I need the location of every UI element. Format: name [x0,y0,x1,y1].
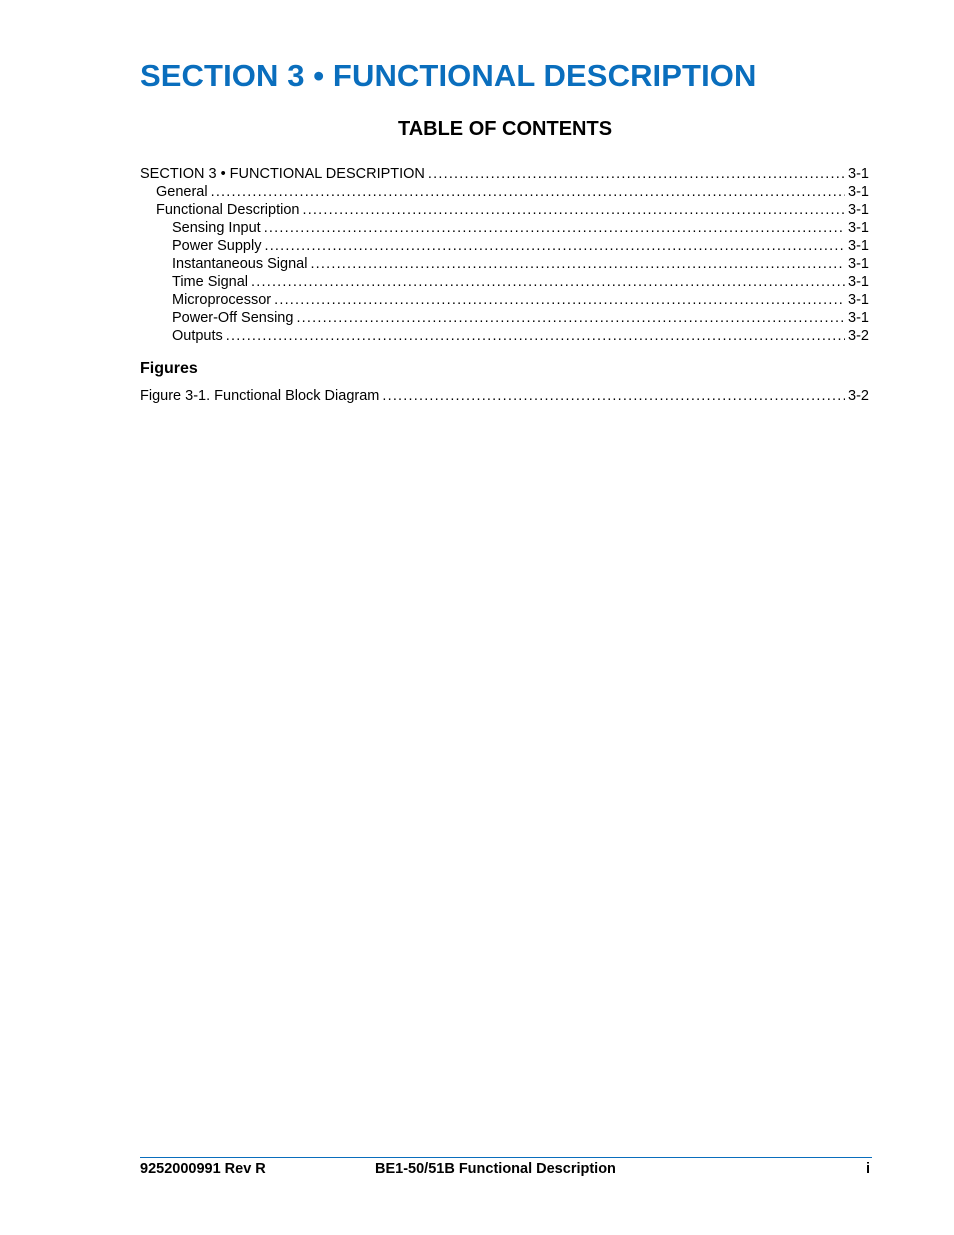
toc-heading: TABLE OF CONTENTS [397,118,613,140]
toc-entry-microprocessor[interactable] [140,291,869,309]
page-footer [140,1160,870,1178]
toc-entry-general[interactable] [140,183,869,201]
toc-entry-power-off-sensing[interactable] [140,309,869,327]
toc-entry-instantaneous-signal[interactable] [140,255,869,273]
toc-entry-label: Instantaneous Signal [172,256,308,272]
toc-entry-label: Functional Description [156,202,300,218]
figures-heading: Figures [140,360,198,377]
toc-entry-power-supply[interactable] [140,237,869,255]
toc-entry-functional-description[interactable] [140,201,869,219]
footer-doc-title: BE1-50/51B Functional Description [375,1161,616,1177]
figure-entry-page: 3-2 [848,388,869,404]
toc-entry-page: 3-1 [848,220,869,236]
toc-entry-outputs[interactable] [140,327,869,345]
toc-entry-page: 3-1 [848,292,869,308]
toc-entry-page: 3-1 [848,184,869,200]
dot-leader [428,165,845,183]
toc-entry-label: Outputs [172,328,223,344]
toc-entry-label: Sensing Input [172,220,261,236]
figure-entry-3-1[interactable] [140,387,869,405]
toc-entry-section-3[interactable] [140,165,869,183]
figure-entry-label: Figure 3-1. Functional Block Diagram [140,388,380,404]
toc-entry-page: 3-1 [848,256,869,272]
footer-page-number: i [865,1161,870,1177]
section-title: SECTION 3 • FUNCTIONAL DESCRIPTION [140,58,757,93]
toc-entry-label: General [156,184,208,200]
toc-entry-label: Power Supply [172,238,262,254]
toc-entry-label: Time Signal [172,274,249,290]
toc-entry-sensing-input[interactable] [140,219,869,237]
dot-leader [302,201,845,219]
toc-entry-page: 3-1 [848,238,869,254]
toc-entry-page: 3-2 [848,328,869,344]
toc-entry-page: 3-1 [848,166,869,182]
footer-divider [140,1157,872,1158]
toc-entry-page: 3-1 [848,274,869,290]
figures-list [140,387,869,405]
dot-leader [264,219,845,237]
toc-entry-label: SECTION 3 • FUNCTIONAL DESCRIPTION [140,166,425,182]
dot-leader [251,273,845,291]
toc-entry-label: Power-Off Sensing [172,310,294,326]
toc-entry-label: Microprocessor [172,292,272,308]
footer-doc-number: 9252000991 Rev R [140,1161,266,1177]
toc-entry-page: 3-1 [848,202,869,218]
toc-entry-page: 3-1 [848,310,869,326]
toc-entry-time-signal[interactable] [140,273,869,291]
dot-leader [264,237,845,255]
table-of-contents [140,165,869,345]
dot-leader [296,309,845,327]
dot-leader [382,387,845,405]
dot-leader [211,183,845,201]
dot-leader [310,255,845,273]
dot-leader [274,291,845,309]
dot-leader [226,327,845,345]
